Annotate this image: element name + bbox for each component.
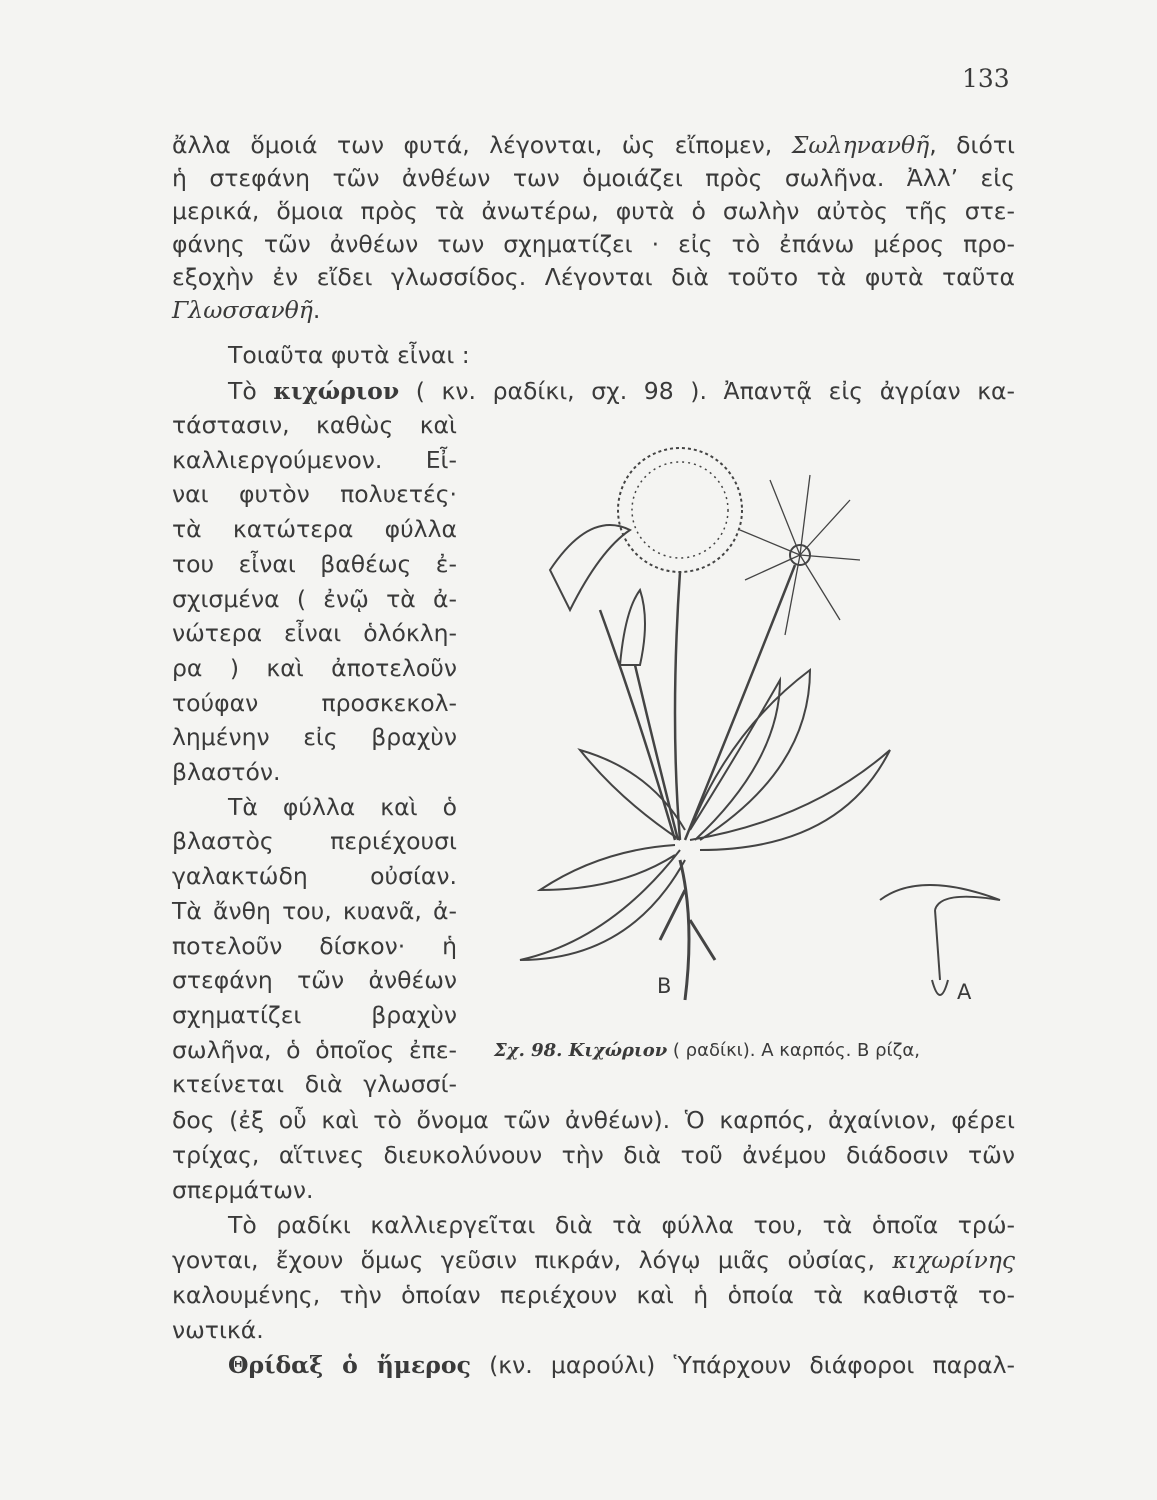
flower-left <box>550 525 630 610</box>
text-line: νώτερα εἶναι ὁλόκλη- <box>172 619 457 648</box>
text-line: του εἶναι βαθέως ἐ- <box>172 549 457 578</box>
text-line <box>172 163 1015 193</box>
text-run: Γλωσσανθῆ <box>172 296 313 324</box>
text-line <box>172 130 1015 160</box>
text-line: τάστασιν, καθὼς καὶ <box>172 411 457 439</box>
text-line: σχισμένα ( ἐνῷ τὰ ἀ- <box>172 584 457 613</box>
text-run: φάνης τῶν ἀνθέων των σχηματίζει · εἰς τὸ ἐπάνω μέρος προ- <box>172 230 1015 258</box>
text-line <box>172 1315 1015 1345</box>
text-run: (κν. μαρούλι) Ὑπάρχουν διάφοροι παραλ- <box>470 1351 1015 1379</box>
text-line: ρα ) καὶ ἀποτελοῦν <box>172 653 457 682</box>
text-run: ἡ στεφάνη τῶν ἀνθέων των ὁμοιάζει πρὸς σωλῆνα. Ἀλλ’ εἰς <box>172 164 1015 192</box>
text-line: τὰ κατώτερα φύλλα <box>172 515 457 544</box>
text-run: Τὸ ραδίκι καλλιεργεῖται διὰ τὰ φύλλα του, τὰ ὁποῖα τρώ- <box>228 1211 1015 1239</box>
caption-title: Σχ. 98. Κιχώριον <box>494 1040 668 1061</box>
text-line: Τὰ ἄνθη του, κυανᾶ, ἀ- <box>172 896 457 925</box>
text-run: σπερμάτων. <box>172 1176 314 1204</box>
text-line: σχηματίζει βραχὺν <box>172 1000 457 1029</box>
text-line <box>172 262 1015 292</box>
text-line <box>172 1350 1015 1380</box>
text-run: καλουμένης, τὴν ὁποίαν περιέχουν καὶ ἡ ὁποία τὰ καθιστᾷ το- <box>172 1281 1015 1309</box>
text-line: τούφαν προσκεκολ- <box>172 688 457 717</box>
text-line <box>172 1175 1015 1205</box>
text-line <box>172 1245 1015 1275</box>
page-number: 133 <box>962 64 1010 93</box>
text-run: ἄλλα ὅμοιά των φυτά, λέγονται, ὡς εἴπομεν, <box>172 131 792 159</box>
text-line: λημένην εἰς βραχὺν <box>172 723 457 752</box>
text-run: εξοχὴν ἐν εἴδει γλωσσίδος. Λέγονται διὰ τοῦτο τὰ φυτὰ ταῦτα <box>172 263 1015 291</box>
fruit-achene <box>880 885 1000 995</box>
text-line <box>172 1105 1015 1135</box>
text-line: ποτελοῦν δίσκον· ἡ <box>172 931 457 960</box>
text-run: νωτικά. <box>172 1316 264 1344</box>
text-line: βλαστὸς περιέχουσι <box>172 827 457 856</box>
text-run: γονται, ἔχουν ὅμως γεῦσιν πικράν, λόγῳ μιᾶς οὐσίας, <box>172 1246 893 1274</box>
text-line <box>172 376 1015 406</box>
text-run: δος (ἐξ οὗ καὶ τὸ ὄνομα τῶν ἀνθέων). Ὁ καρπός, ἀχαίνιον, φέρει <box>172 1106 1015 1134</box>
leaves <box>520 670 890 960</box>
text-line: καλλιεργούμενον. Εἶ- <box>172 445 457 474</box>
text-run: Τὸ <box>228 377 274 405</box>
text-line <box>172 295 1015 325</box>
text-run: Θρίδαξ ὁ ἥμερος <box>228 1351 471 1379</box>
seed-head <box>618 448 742 572</box>
text-line: βλαστόν. <box>172 758 281 786</box>
text-run: κιχωρίνης <box>892 1246 1015 1274</box>
flower-bud <box>620 590 645 665</box>
text-run: τρίχας, αἵτινες διευκολύνουν τὴν διὰ τοῦ ἀνέμου διάδοσιν τῶν <box>172 1141 1015 1169</box>
text-run: . <box>312 296 321 324</box>
text-line <box>172 340 1015 370</box>
text-line <box>172 1280 1015 1310</box>
caption-text: ( ραδίκι). Α καρπός. Β ρίζα, <box>667 1040 920 1061</box>
text-line: σωλῆνα, ὁ ὁποῖος ἐπε- <box>172 1035 457 1064</box>
text-line <box>172 1210 1015 1240</box>
figure-caption <box>494 1040 920 1061</box>
text-run: κιχώριον <box>273 377 400 405</box>
text-line <box>172 229 1015 259</box>
text-run: μερικά, ὅμοια πρὸς τὰ ἀνωτέρω, φυτὰ ὁ σωλὴν αὐτὸς τῆς στε- <box>172 197 1015 225</box>
text-line: κτείνεται διὰ γλωσσί- <box>172 1070 457 1099</box>
text-run: Σωληνανθῆ <box>791 131 930 159</box>
text-line <box>172 196 1015 226</box>
text-line <box>172 1140 1015 1170</box>
text-line: ναι φυτὸν πολυετές· <box>172 480 457 509</box>
text-line: στεφάνη τῶν ἀνθέων <box>172 966 457 995</box>
text-line: Τὰ φύλλα καὶ ὁ <box>228 792 457 821</box>
text-run: , διότι <box>929 131 1015 159</box>
text-line: γαλακτώδη οὐσίαν. <box>172 862 457 891</box>
chicory-illustration <box>480 420 1020 1020</box>
figure-label-b: B <box>657 974 672 998</box>
text-run: Τοιαῦτα φυτὰ εἶναι : <box>228 341 470 369</box>
figure-label-a: A <box>957 980 972 1004</box>
text-run: ( κν. ραδίκι, σχ. 98 ). Ἀπαντᾷ εἰς ἀγρίαν κα- <box>399 377 1016 405</box>
